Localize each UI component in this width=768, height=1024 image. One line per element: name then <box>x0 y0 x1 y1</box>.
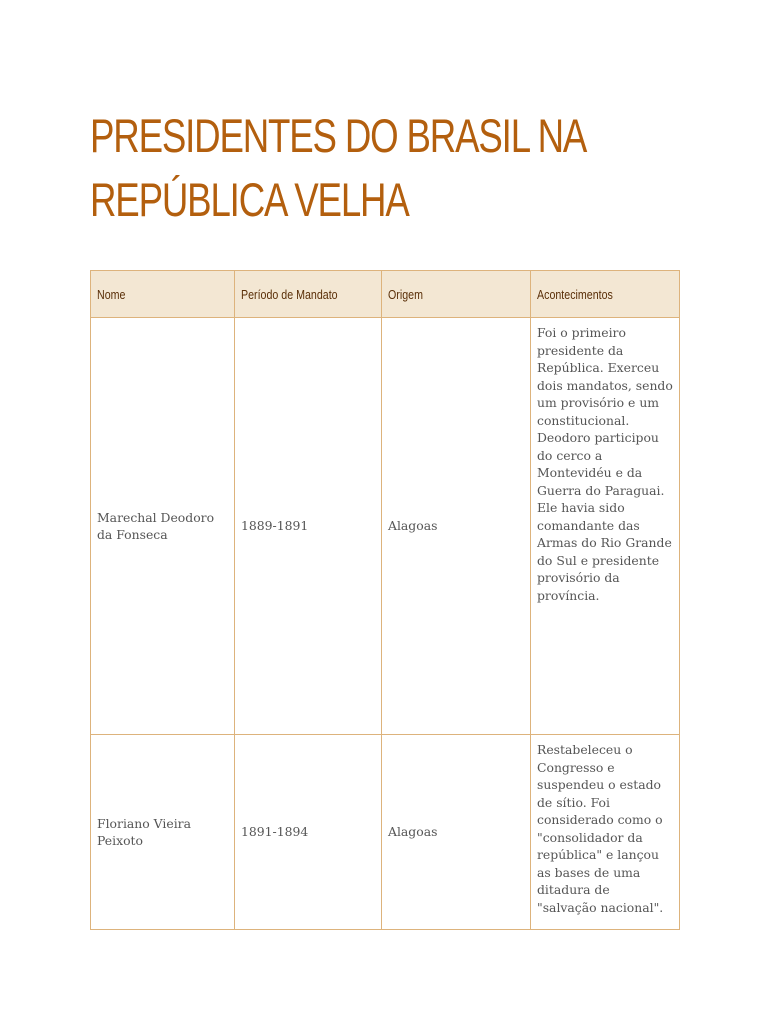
header-name: Nome <box>91 271 235 318</box>
table-row <box>91 318 680 735</box>
presidents-table <box>90 270 680 930</box>
header-period: Período de Mandato <box>235 271 382 318</box>
cell-name: Floriano Vieira Peixoto <box>91 735 235 930</box>
header-events: Acontecimentos <box>531 271 680 318</box>
cell-name: Marechal Deodoro da Fonseca <box>91 318 235 735</box>
cell-events: Restabeleceu o Congresso e suspendeu o estado de sítio. Foi considerado como o "consolidador da república" e lançou as bases de uma ditadura de "salvação nacional". <box>531 735 680 930</box>
cell-origin: Alagoas <box>382 318 531 735</box>
cell-period: 1889-1891 <box>235 318 382 735</box>
page-title-line-2: REPÚBLICA VELHA <box>90 173 409 226</box>
page-title-line-1: PRESIDENTES DO BRASIL NA <box>90 109 587 162</box>
cell-events: Foi o primeiro presidente da República. Exerceu dois mandatos, sendo um provisório e um constitucional. Deodoro participou do cerco a Montevidéu e da Guerra do Paraguai. Ele havia sido comandante das Armas do Rio Grande do Sul e presidente provisório da província. <box>531 318 680 735</box>
cell-origin: Alagoas <box>382 735 531 930</box>
header-origin: Origem <box>382 271 531 318</box>
cell-period: 1891-1894 <box>235 735 382 930</box>
page-title <box>90 104 587 232</box>
table-header-row <box>91 271 680 318</box>
table-row <box>91 735 680 930</box>
